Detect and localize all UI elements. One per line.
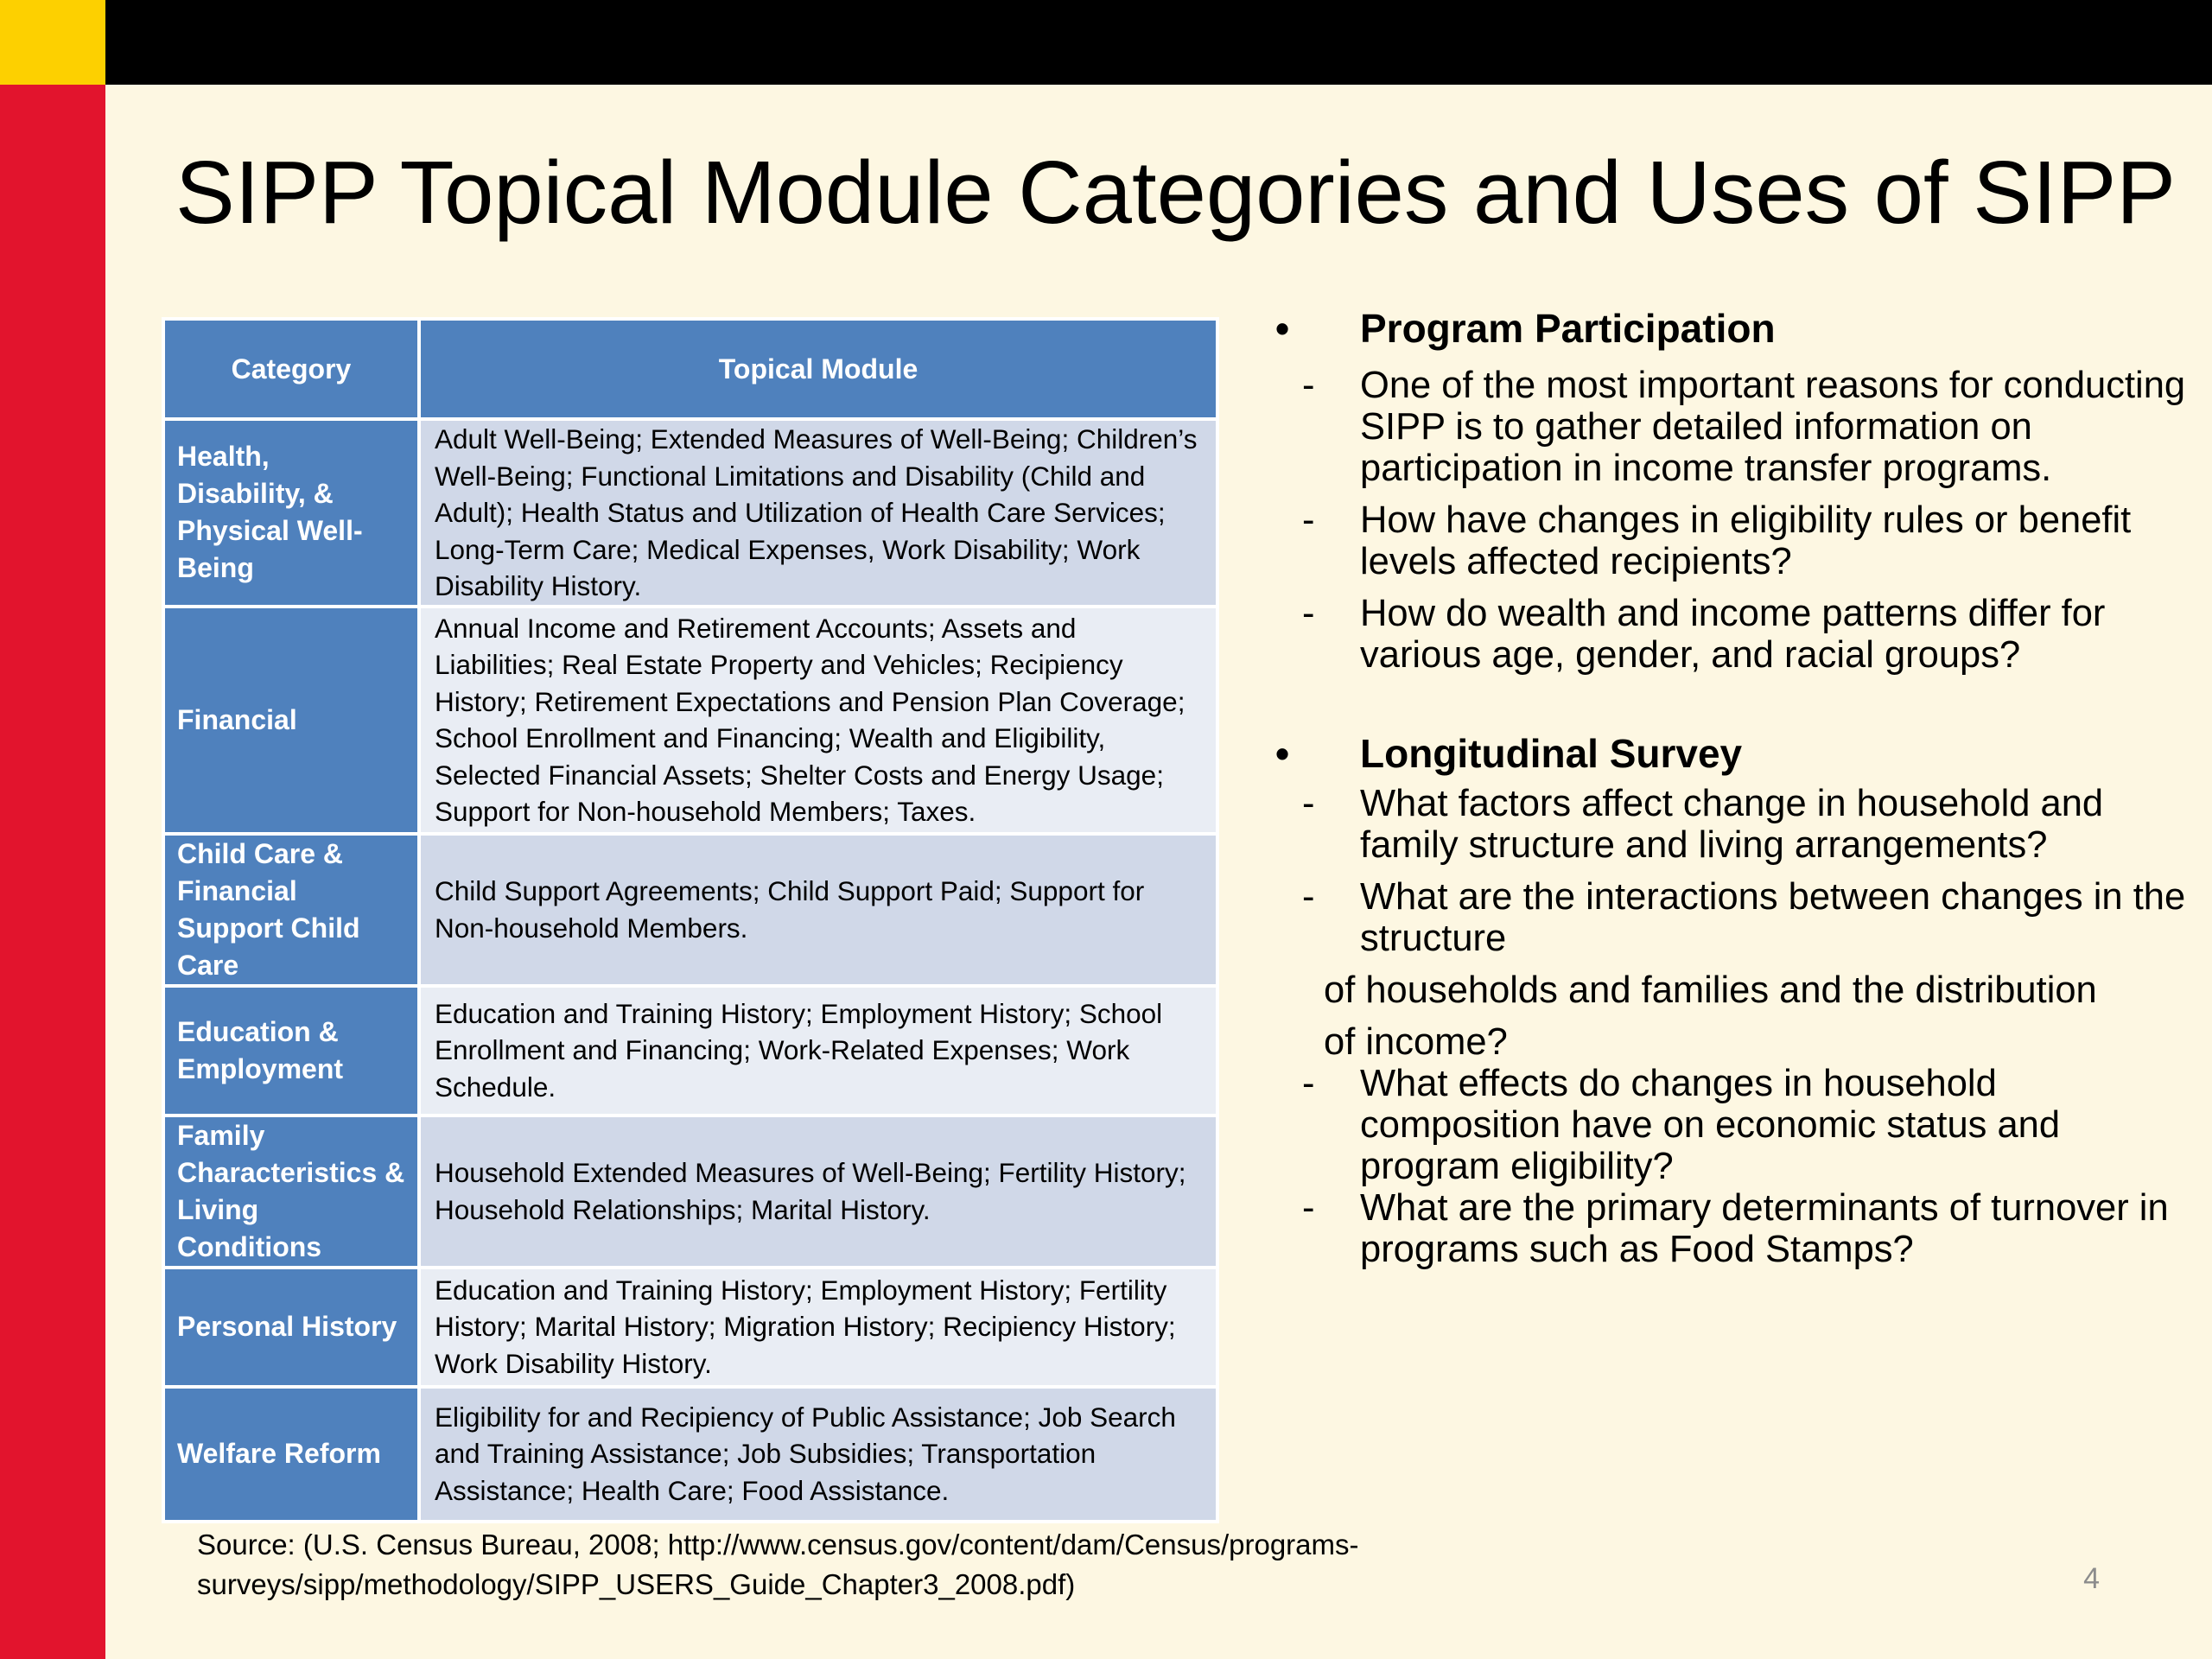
row-modules: Annual Income and Retirement Accounts; Assets and Liabilities; Real Estate Property and Vehicles; Recipiency History; Retirement Expectations and Pension Plan Coverage; School Enrollment and Financing; Wealth and Eligibility, Selected Financial Assets; Shelter Costs and Energy Usage; Support for Non-household Members; Taxes.: [419, 607, 1217, 834]
dash-icon: -: [1302, 783, 1315, 824]
header-category: Category: [163, 319, 419, 419]
row-modules: Education and Training History; Employment History; Fertility History; Marital History; Migration History; Recipiency History; Work Disability History.: [419, 1268, 1217, 1387]
uses-of-sipp: [1272, 302, 2188, 1270]
longitudinal-point: [1272, 1187, 2188, 1270]
table-row: [163, 1387, 1217, 1522]
table-row: [163, 986, 1217, 1116]
bullet-heading: Program Participation: [1360, 306, 1776, 351]
dash-icon: -: [1302, 876, 1315, 918]
row-category: Financial: [163, 607, 419, 834]
row-category: Education & Employment: [163, 986, 419, 1116]
point-text: What factors affect change in household and family structure and living arrangements?: [1360, 783, 2104, 866]
point-text: How have changes in eligibility rules or benefit levels affected recipients?: [1360, 499, 2132, 582]
row-category: Family Characteristics & Living Conditions: [163, 1116, 419, 1268]
point-text: What are the primary determinants of turnover in programs such as Food Stamps?: [1360, 1187, 2169, 1270]
longitudinal-point: [1272, 876, 2188, 959]
point-text: What effects do changes in household composition have on economic status and program eligibility?: [1360, 1063, 2061, 1187]
source-citation: [197, 1525, 1493, 1605]
source-line: Source: (U.S. Census Bureau, 2008; http://www.census.gov/content/dam/Census/programs-: [197, 1529, 1359, 1560]
point-text: How do wealth and income patterns differ for various age, gender, and racial groups?: [1360, 593, 2106, 676]
program-point: [1272, 365, 2188, 489]
dash-icon: -: [1302, 1187, 1315, 1229]
table-row: [163, 419, 1217, 607]
row-category: Welfare Reform: [163, 1387, 419, 1522]
topical-module-table: [162, 317, 1219, 1523]
row-modules: Education and Training History; Employment History; School Enrollment and Financing; Work-Related Expenses; Work Schedule.: [419, 986, 1217, 1116]
bullet-longitudinal-survey: [1272, 728, 2188, 779]
row-modules: Household Extended Measures of Well-Being; Fertility History; Household Relationships; Marital History.: [419, 1116, 1217, 1268]
page-number: 4: [2083, 1562, 2100, 1595]
table-header-row: [163, 319, 1217, 419]
table-row: [163, 1116, 1217, 1268]
row-modules: Child Support Agreements; Child Support Paid; Support for Non-household Members.: [419, 834, 1217, 986]
bullet-icon: •: [1275, 731, 1290, 776]
point-text: One of the most important reasons for conducting SIPP is to gather detailed information on participation in income transfer programs.: [1360, 365, 2186, 489]
header-topical-module: Topical Module: [419, 319, 1217, 419]
dash-icon: -: [1302, 499, 1315, 541]
program-point: [1272, 499, 2188, 582]
longitudinal-continuation: of income?: [1324, 1021, 1508, 1063]
row-category: Personal History: [163, 1268, 419, 1387]
slide-title: SIPP Topical Module Categories and Uses of SIPP: [175, 143, 2176, 242]
accent-red-bar: [0, 85, 105, 1659]
accent-yellow-block: [0, 0, 105, 85]
row-modules: Adult Well-Being; Extended Measures of Well-Being; Children’s Well-Being; Functional Limitations and Disability (Child and Adult); Health Status and Utilization of Health Care Services; Long-Term Care; Medical Expenses, Work Disability; Work Disability History.: [419, 419, 1217, 607]
longitudinal-continuation: of households and families and the distribution: [1324, 969, 2097, 1011]
bullet-program-participation: [1272, 302, 2188, 354]
bullet-heading: Longitudinal Survey: [1360, 731, 1743, 776]
top-bar: [0, 0, 2212, 85]
point-text: What are the interactions between changes in the structure: [1360, 876, 2186, 959]
table-row: [163, 1268, 1217, 1387]
source-line: surveys/sipp/methodology/SIPP_USERS_Guide_Chapter3_2008.pdf): [197, 1568, 1076, 1600]
table-row: [163, 607, 1217, 834]
bullet-gap: [1272, 676, 2188, 728]
dash-icon: -: [1302, 593, 1315, 634]
longitudinal-point: [1272, 783, 2188, 866]
longitudinal-point: [1272, 1063, 2188, 1187]
row-category: Health, Disability, & Physical Well-Being: [163, 419, 419, 607]
row-category: Child Care & Financial Support Child Care: [163, 834, 419, 986]
bullet-icon: •: [1275, 306, 1290, 351]
table-row: [163, 834, 1217, 986]
dash-icon: -: [1302, 365, 1315, 406]
program-point: [1272, 593, 2188, 676]
dash-icon: -: [1302, 1063, 1315, 1104]
row-modules: Eligibility for and Recipiency of Public Assistance; Job Search and Training Assistance; Job Subsidies; Transportation Assistance; Health Care; Food Assistance.: [419, 1387, 1217, 1522]
